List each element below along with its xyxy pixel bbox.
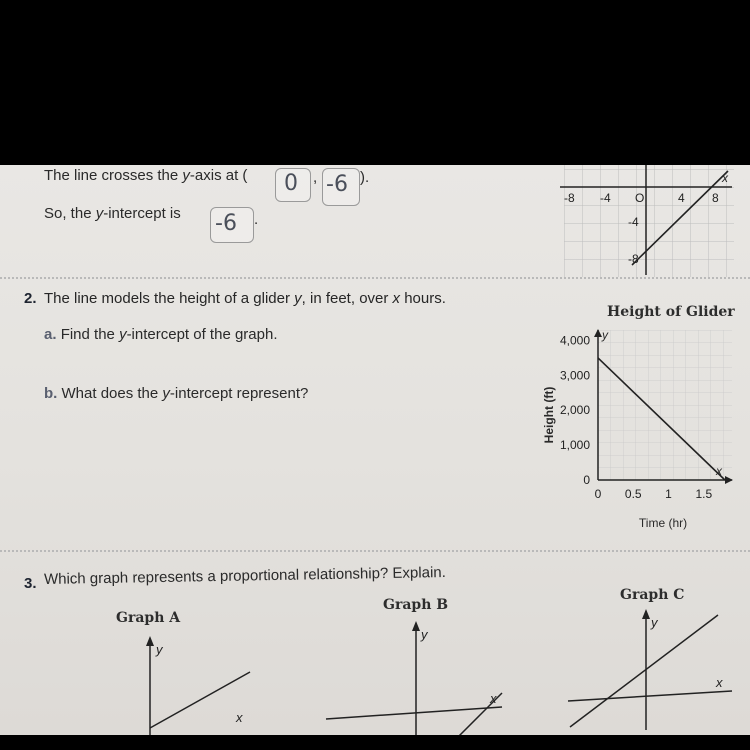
glider-grid: [598, 330, 732, 480]
q2a-label: a.: [44, 326, 57, 343]
top-black-band: [0, 0, 750, 165]
graph-b-x-label: x: [490, 691, 497, 706]
so-text-2: -intercept is: [103, 205, 181, 222]
small-y-tick-neg8: -8: [628, 252, 639, 266]
glider-y-tick-label: 2,000: [559, 403, 590, 418]
graph-b-x-axis: [326, 707, 502, 719]
graph-a-y-label: y: [156, 642, 163, 657]
q2-text-x: x: [392, 290, 401, 307]
crosses-text-2: -axis at (: [189, 167, 248, 184]
graph-c-x-axis: [568, 691, 732, 701]
small-x-tick-neg8: -8: [564, 191, 575, 205]
glider-x-axis-name: x: [716, 464, 722, 478]
y-intercept-answer-box: [210, 207, 254, 243]
q2b-text: What does the: [61, 385, 159, 402]
graph-c: [560, 605, 740, 730]
q2a-text: Find the: [60, 326, 115, 343]
glider-y-tick-label: 0: [583, 473, 590, 487]
graph-a-x-label: x: [236, 710, 243, 725]
crosses-text: The line crosses the: [44, 167, 179, 184]
glider-y-axis-label: Height (ft): [542, 386, 556, 444]
glider-x-axis-label: Time (hr): [638, 516, 688, 530]
bottom-black-band: [0, 735, 750, 750]
q2-text-pre: The line models the height of a glider: [44, 290, 290, 307]
graph-a-y-arrow: [146, 636, 154, 646]
graph-c-x-label: x: [716, 675, 723, 690]
small-x-tick-neg4: -4: [600, 191, 611, 205]
q2b-line: [44, 385, 308, 402]
small-graph-grid: [564, 165, 734, 277]
glider-y-tick-label: 3,000: [559, 368, 590, 383]
coord-x-box: [275, 168, 311, 202]
glider-x-tick-label: 0: [594, 487, 602, 501]
q2-text-y: y: [294, 290, 302, 307]
glider-chart-title: Height of Glider: [607, 304, 735, 320]
small-x-label: x: [722, 171, 728, 185]
q2-number: 2.: [24, 290, 37, 307]
glider-chart: [520, 325, 740, 535]
coord-x-value: 0: [284, 171, 298, 196]
small-x-tick-origin: O: [635, 191, 645, 205]
q2a-line: [44, 326, 278, 343]
graph-b: [320, 617, 510, 735]
q2b-text-2: -intercept represent?: [169, 385, 309, 402]
graph-b-y-arrow: [412, 621, 420, 631]
coord-comma: ,: [313, 169, 318, 186]
glider-y-axis-name: y: [602, 328, 608, 342]
divider-2: [0, 550, 750, 552]
glider-x-tick-label: 1: [665, 487, 672, 501]
coord-y-box: [322, 168, 360, 206]
q2b-y: y: [162, 385, 170, 402]
divider-1: [0, 277, 750, 279]
crosses-close: ).: [360, 169, 370, 186]
small-x-tick-8: 8: [712, 191, 719, 205]
q3-text: Which graph represents a proportional relationship? Explain.: [43, 563, 446, 588]
so-line: [44, 205, 181, 222]
q3-number: 3.: [24, 575, 37, 592]
graph-b-y-label: y: [421, 627, 428, 642]
graph-c-y-label: y: [651, 615, 658, 630]
small-x-tick-4: 4: [678, 191, 685, 205]
glider-y-tick-label: 1,000: [559, 438, 590, 453]
q2-text-post: hours.: [404, 290, 446, 307]
graph-a-line: [150, 672, 250, 728]
crosses-y: y: [182, 167, 190, 184]
q2b-label: b.: [44, 385, 58, 402]
q2a-text-2: -intercept of the graph.: [126, 326, 278, 343]
so-text: So, the: [44, 205, 92, 222]
graph-c-y-arrow: [642, 609, 650, 619]
q2-text: [44, 290, 446, 307]
graph-c-title: Graph C: [620, 587, 685, 603]
glider-y-tick-label: 4,000: [559, 333, 590, 348]
graph-c-line: [570, 615, 718, 727]
y-intercept-answer: -6: [215, 211, 237, 236]
crosses-line: [44, 167, 247, 184]
so-y: y: [95, 205, 104, 222]
coord-y-value: -6: [326, 172, 348, 197]
small-graph: [560, 165, 740, 277]
q2-text-mid: , in feet, over: [301, 290, 389, 307]
graph-b-title: Graph B: [383, 597, 449, 613]
graph-a-title: Graph A: [116, 610, 181, 626]
glider-x-tick-label: 0.5: [624, 487, 642, 501]
glider-x-tick-label: 1.5: [695, 487, 713, 501]
q2a-y: y: [119, 326, 127, 343]
graph-a: [100, 630, 270, 735]
so-period: .: [254, 211, 259, 228]
small-y-tick-neg4: -4: [628, 215, 639, 229]
worksheet-page: [0, 165, 750, 735]
